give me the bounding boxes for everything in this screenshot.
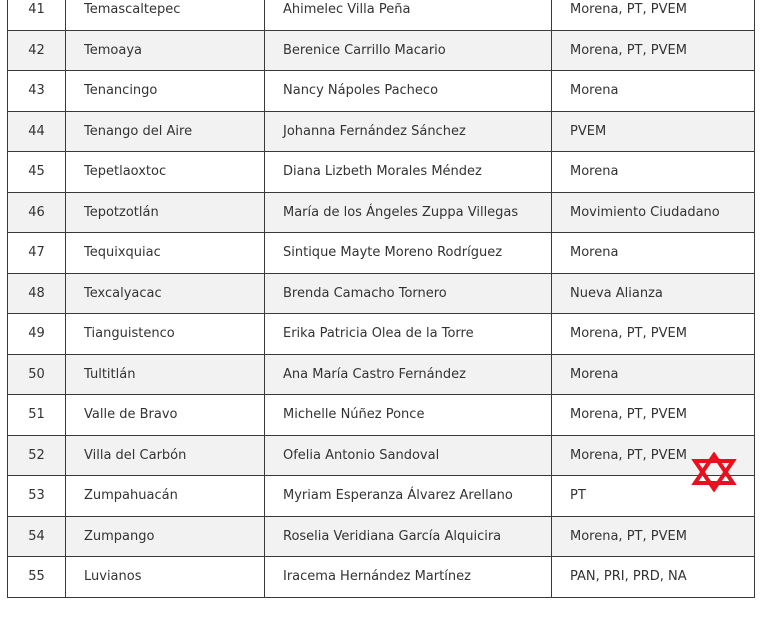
party-cell: Morena	[552, 152, 755, 193]
row-number: 51	[8, 395, 66, 436]
candidate-name-cell: Sintique Mayte Moreno Rodríguez	[265, 233, 552, 274]
table-row	[8, 476, 755, 517]
table-row	[8, 435, 755, 476]
table-row	[8, 314, 755, 355]
municipality-cell: Zumpahuacán	[66, 476, 265, 517]
party-cell: Morena, PT, PVEM	[552, 435, 755, 476]
candidate-name-cell: Erika Patricia Olea de la Torre	[265, 314, 552, 355]
municipality-cell: Zumpango	[66, 516, 265, 557]
municipality-cell: Tepotzotlán	[66, 192, 265, 233]
municipality-cell: Temascaltepec	[66, 0, 265, 30]
municipality-cell: Tianguistenco	[66, 314, 265, 355]
candidate-name-cell: Michelle Núñez Ponce	[265, 395, 552, 436]
star-of-david-icon	[691, 452, 737, 492]
row-number: 50	[8, 354, 66, 395]
candidate-name-cell: Nancy Nápoles Pacheco	[265, 71, 552, 112]
table-row	[8, 516, 755, 557]
row-number: 47	[8, 233, 66, 274]
row-number: 55	[8, 557, 66, 598]
table-row	[8, 354, 755, 395]
candidate-name-cell: Johanna Fernández Sánchez	[265, 111, 552, 152]
party-cell: Morena, PT, PVEM	[552, 314, 755, 355]
party-cell: Morena, PT, PVEM	[552, 395, 755, 436]
results-table	[7, 0, 755, 598]
party-cell: Morena	[552, 71, 755, 112]
table-row	[8, 152, 755, 193]
table-row	[8, 557, 755, 598]
table-row	[8, 395, 755, 436]
candidate-name-cell: María de los Ángeles Zuppa Villegas	[265, 192, 552, 233]
candidate-name-cell: Ahimelec Villa Peña	[265, 0, 552, 30]
row-number: 53	[8, 476, 66, 517]
candidate-name-cell: Roselia Veridiana García Alquicira	[265, 516, 552, 557]
municipality-cell: Luvianos	[66, 557, 265, 598]
table-row	[8, 273, 755, 314]
row-number: 46	[8, 192, 66, 233]
candidate-name-cell: Ofelia Antonio Sandoval	[265, 435, 552, 476]
municipality-cell: Tequixquiac	[66, 233, 265, 274]
table-body	[8, 0, 755, 597]
table-row	[8, 0, 755, 30]
candidate-name-cell: Diana Lizbeth Morales Méndez	[265, 152, 552, 193]
party-cell: PT	[552, 476, 755, 517]
municipality-cell: Tultitlán	[66, 354, 265, 395]
row-number: 54	[8, 516, 66, 557]
party-cell: Morena	[552, 354, 755, 395]
row-number: 45	[8, 152, 66, 193]
municipality-cell: Villa del Carbón	[66, 435, 265, 476]
municipality-cell: Texcalyacac	[66, 273, 265, 314]
row-number: 44	[8, 111, 66, 152]
candidate-name-cell: Brenda Camacho Tornero	[265, 273, 552, 314]
row-number: 43	[8, 71, 66, 112]
row-number: 42	[8, 30, 66, 71]
party-cell: Morena	[552, 233, 755, 274]
candidate-name-cell: Myriam Esperanza Álvarez Arellano	[265, 476, 552, 517]
party-cell: Morena, PT, PVEM	[552, 516, 755, 557]
candidate-name-cell: Berenice Carrillo Macario	[265, 30, 552, 71]
party-cell: Movimiento Ciudadano	[552, 192, 755, 233]
table-row	[8, 71, 755, 112]
party-cell: Morena, PT, PVEM	[552, 30, 755, 71]
row-number: 52	[8, 435, 66, 476]
municipality-cell: Tepetlaoxtoc	[66, 152, 265, 193]
row-number: 49	[8, 314, 66, 355]
table-row	[8, 233, 755, 274]
party-cell: Morena, PT, PVEM	[552, 0, 755, 30]
row-number: 41	[8, 0, 66, 30]
party-cell: PAN, PRI, PRD, NA	[552, 557, 755, 598]
municipality-cell: Temoaya	[66, 30, 265, 71]
municipality-cell: Tenancingo	[66, 71, 265, 112]
party-cell: Nueva Alianza	[552, 273, 755, 314]
municipality-cell: Valle de Bravo	[66, 395, 265, 436]
table-row	[8, 111, 755, 152]
candidate-name-cell: Iracema Hernández Martínez	[265, 557, 552, 598]
row-number: 48	[8, 273, 66, 314]
table-row	[8, 30, 755, 71]
results-table-container	[7, 0, 754, 598]
municipality-cell: Tenango del Aire	[66, 111, 265, 152]
party-cell: PVEM	[552, 111, 755, 152]
table-row	[8, 192, 755, 233]
candidate-name-cell: Ana María Castro Fernández	[265, 354, 552, 395]
